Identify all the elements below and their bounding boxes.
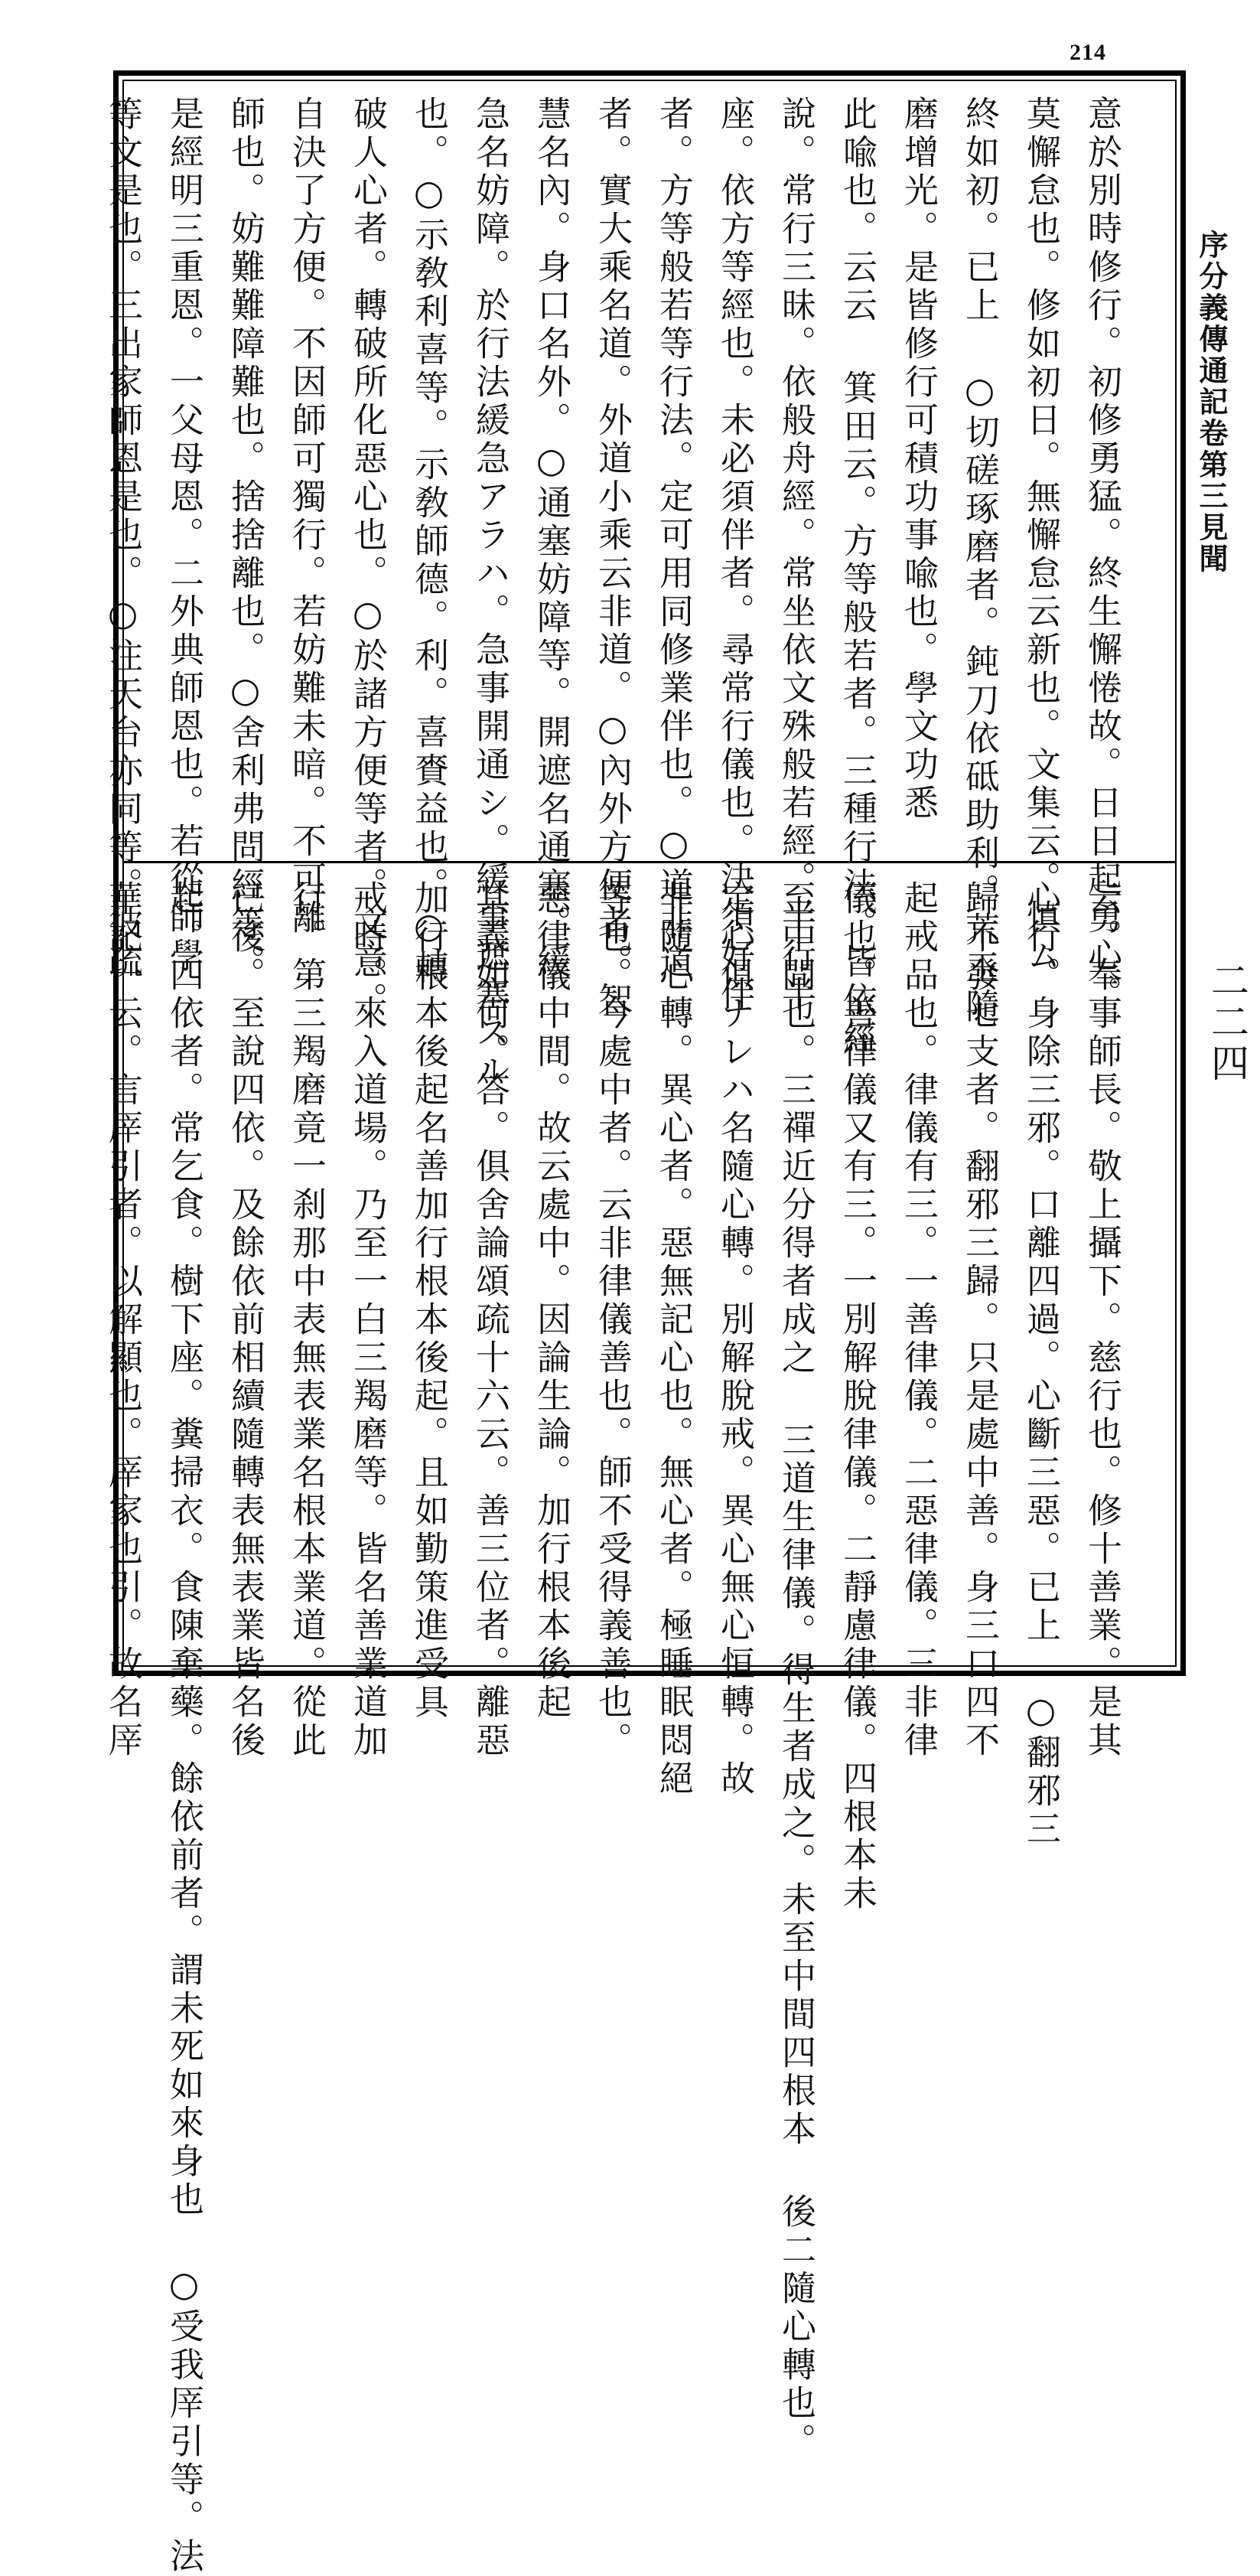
text-column: 非隨心轉。異心者。惡無記心也。無心者。極睡眠悶絕 — [653, 880, 694, 1798]
text-column: 是經明三重恩。一父母恩。二外典師恩也。若從師學 — [164, 96, 204, 976]
text-column: 意於別時修行。初修勇猛。終生懈惓故。日日起勇心。 — [1082, 96, 1122, 1014]
text-column: 其義如何。答。俱舍論頌疏十六云。善三位者。離惡 — [470, 880, 510, 1760]
text-column: 說。常行三昧。依般舟經。常坐依文殊般若經。半行半 — [776, 96, 816, 1014]
text-column: 也。○示敎利喜等。示敎師德。利。喜賚益也。○轉 — [409, 96, 449, 988]
text-column: 歸不發七支者。翻邪三歸。只是處中善。身三口四不 — [959, 880, 1000, 1760]
text-column: 云。奉事師長。敬上攝下。慈行也。修十善業。是其 — [1082, 880, 1122, 1760]
text-column: 起。四依者。常乞食。樹下座。糞掃衣。食陳棄藥。餘依前者。謂未死如來身也 ○受我厗引等。法 — [164, 880, 204, 2576]
text-column: 定心俱ナレハ名隨心轉。別解脫戒。異心無心恒轉。故 — [715, 880, 755, 1798]
margin-page-number: 二二四 — [1205, 960, 1249, 1084]
text-column: 師也。妨難難障難也。捨捨離也。○舍利弗問經等。 — [225, 96, 265, 982]
text-column: 終如初。已上 ○切磋琢磨者。鈍刀依砥助利。荒玉隨 — [959, 96, 1000, 1026]
text-column: 惡律儀中間。故云處中。因論生論。加行根本後起 — [531, 880, 571, 1722]
text-column: 者。實大乘名道。外道小乘云非道。○內外方便者。智 — [592, 96, 633, 1020]
text-column: 等也。今處中者。云非律儀善也。師不受得義善也。 — [592, 880, 633, 1760]
text-block-top — [103, 96, 1132, 1091]
text-column: 莫懈怠也。修如初日。無懈怠云新也。文集云。慎ム — [1021, 96, 1061, 976]
page-number: 214 — [1070, 40, 1106, 65]
text-column: 慧名內。身口名外。○通塞妨障等。開遮名通塞。緩 — [531, 96, 571, 982]
text-column: 心行。身除三邪。口離四過。心斷三惡。已上 ○翻邪三 — [1021, 880, 1061, 1849]
text-column: 急名妨障。於行法緩急アラハ。急事開通シ。緩事遮塞スル — [470, 96, 510, 1091]
text-block-bottom — [103, 880, 1132, 2576]
header-title: 序分義傳通記卷第三見聞 — [1194, 230, 1229, 575]
text-column: 等文是也。三出家師恩是也。○注天台亦同等。彼疏 — [103, 96, 143, 982]
text-column: 者。方等般若等行法。定可用同修業伴也。○道非道 — [653, 96, 694, 982]
text-column: 行。第三羯磨竟一刹那中表無表業名根本業道。從此 — [286, 880, 327, 1760]
text-column: 至中間也。三禪近分得者成之 三道生律儀。得生者成之。未至中間四根本 後二隨心轉也。 — [776, 880, 816, 2461]
text-column: 起戒品也。律儀有三。一善律儀。二惡律儀。三非律 — [898, 880, 939, 1760]
text-column: 座。依方等經也。未必須伴者。尋常行儀也。決須好伴 — [715, 96, 755, 1014]
text-column: 華記一云。言厗引者。以解顯也。厗家也引。故名厗 — [103, 880, 143, 1760]
text-column: 自決了方便。不因師可獨行。若妨難未暗。不可離 — [286, 96, 327, 937]
text-column: 磨增光。是皆修行可積功事喩也。學文功悉 — [898, 96, 939, 823]
text-column: 儀也。善律儀又有三。一別解脫律儀。二靜慮律儀。四根本未 — [837, 880, 877, 1913]
text-column: 加行根本後起名善加行根本後起。且如勤策進受具 — [409, 880, 449, 1722]
text-column: 此喩也。云云 箕田云。方等般若者。三種行法。皆依經 — [837, 96, 877, 1058]
section-divider — [124, 861, 1175, 863]
text-column: 戒時。來入道場。乃至一白三羯磨等。皆名善業道加 — [347, 880, 388, 1760]
text-column: 破人心者。轉破所化惡心也。○於諸方便等者。文意。 — [347, 96, 388, 1020]
text-column: 已後。至說四依。及餘依前相續隨轉表無表業皆名後 — [225, 880, 265, 1760]
